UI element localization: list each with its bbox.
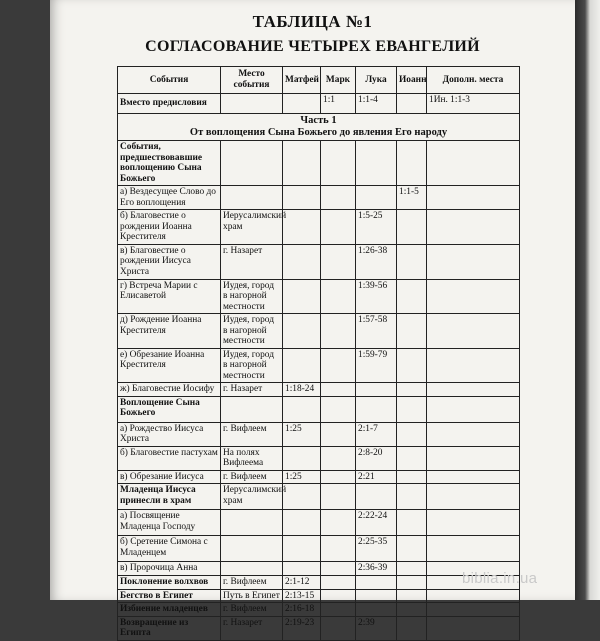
cell-mark — [321, 348, 356, 383]
cell-matthew — [283, 510, 321, 536]
cell-john — [397, 562, 427, 576]
cell-place: г. Вифлеем — [221, 470, 283, 484]
table-row — [118, 446, 520, 470]
cell-john — [397, 210, 427, 245]
cell-place: Иудея, город в нагорной местности — [221, 348, 283, 383]
book-page — [50, 0, 575, 639]
cell-extra — [427, 484, 520, 510]
cell-extra — [427, 210, 520, 245]
cell-place: Иерусалимский храм — [221, 484, 283, 510]
cell-matthew — [283, 348, 321, 383]
cell-place — [221, 562, 283, 576]
cell-mark — [321, 422, 356, 446]
watermark: biblia.in.ua — [462, 570, 538, 587]
header-luke: Лука — [356, 67, 397, 94]
cell-event: а) Рождество Иисуса Христа — [118, 422, 221, 446]
cell-mark — [321, 510, 356, 536]
cell-luke — [356, 603, 397, 617]
cell-matthew: 1:18-24 — [283, 383, 321, 397]
table-subtitle: СОГЛАСОВАНИЕ ЧЕТЫРЕХ ЕВАНГЕЛИЙ — [145, 38, 480, 55]
table-row — [118, 210, 520, 245]
cell-luke: 2:8-20 — [356, 446, 397, 470]
cell-mark — [321, 470, 356, 484]
header-mark: Марк — [321, 67, 356, 94]
cell-matthew: 2:16-18 — [283, 603, 321, 617]
cell-place — [221, 186, 283, 210]
cell-extra — [427, 314, 520, 349]
cell-luke: 1:57-58 — [356, 314, 397, 349]
book-edge — [575, 0, 600, 600]
cell-place: г. Назарет — [221, 616, 283, 640]
cell-mark — [321, 244, 356, 279]
cell-extra — [427, 244, 520, 279]
cell-john — [397, 603, 427, 617]
cell-place — [221, 396, 283, 422]
cell-matthew — [283, 562, 321, 576]
header-row — [118, 67, 520, 94]
cell-extra — [427, 396, 520, 422]
cell-matthew — [283, 186, 321, 210]
cell-mark — [321, 210, 356, 245]
part-row — [118, 114, 520, 141]
cell-extra — [427, 510, 520, 536]
cell-event: б) Благовестие о рождении Иоанна Крестителя — [118, 210, 221, 245]
cell-extra — [427, 348, 520, 383]
cell-matthew — [283, 314, 321, 349]
cell-mark — [321, 616, 356, 640]
cell-place: Иерусалимский храм — [221, 210, 283, 245]
cell-matthew — [283, 210, 321, 245]
cell-place: Иудея, город в нагорной местности — [221, 314, 283, 349]
cell-mark — [321, 141, 356, 186]
cell-luke — [356, 186, 397, 210]
cell-matthew: 1:25 — [283, 470, 321, 484]
cell-event: Воплощение Сына Божьего — [118, 396, 221, 422]
cell-event: е) Обрезание Иоанна Крестителя — [118, 348, 221, 383]
part-heading — [118, 114, 520, 141]
cell-john — [397, 422, 427, 446]
cell-luke — [356, 396, 397, 422]
cell-mark — [321, 589, 356, 603]
cell-mark — [321, 446, 356, 470]
cell-john — [397, 536, 427, 562]
cell-john — [397, 446, 427, 470]
cell-event: Избиение младенцев — [118, 603, 221, 617]
cell-extra — [427, 383, 520, 397]
cell-luke — [356, 576, 397, 590]
cell-extra — [427, 141, 520, 186]
cell-john — [397, 510, 427, 536]
header-matthew: Матфей — [283, 67, 321, 94]
cell-place: На полях Вифлеема — [221, 446, 283, 470]
cell-john: 1:1-5 — [397, 186, 427, 210]
header-events: События — [118, 67, 221, 94]
cell-matthew — [283, 279, 321, 314]
cell-event: Возвращение из Египта — [118, 616, 221, 640]
table-body — [118, 94, 520, 641]
cell-place — [221, 94, 283, 114]
cell-event: в) Благовестие о рождении Иисуса Христа — [118, 244, 221, 279]
cell-matthew — [283, 536, 321, 562]
cell-luke: 1:5-25 — [356, 210, 397, 245]
cell-event: Младенца Иисуса принесли в храм — [118, 484, 221, 510]
cell-place: г. Вифлеем — [221, 576, 283, 590]
table-row — [118, 244, 520, 279]
cell-event: Поклонение волхвов — [118, 576, 221, 590]
cell-event: б) Благовестие пастухам — [118, 446, 221, 470]
cell-place — [221, 141, 283, 186]
cell-john — [397, 576, 427, 590]
table-row — [118, 603, 520, 617]
table-title: ТАБЛИЦА №1 — [252, 12, 373, 31]
table-row — [118, 470, 520, 484]
table-row — [118, 396, 520, 422]
cell-place: Путь в Египет — [221, 589, 283, 603]
cell-place: г. Назарет — [221, 244, 283, 279]
cell-luke: 2:25-35 — [356, 536, 397, 562]
cell-luke: 1:39-56 — [356, 279, 397, 314]
cell-john — [397, 314, 427, 349]
cell-luke: 1:1-4 — [356, 94, 397, 114]
cell-event: г) Встреча Марии с Елисаветой — [118, 279, 221, 314]
cell-mark — [321, 396, 356, 422]
cell-matthew: 2:13-15 — [283, 589, 321, 603]
cell-luke: 2:1-7 — [356, 422, 397, 446]
cell-mark — [321, 279, 356, 314]
part-number: Часть 1 — [300, 115, 337, 126]
cell-extra — [427, 536, 520, 562]
cell-luke: 2:39 — [356, 616, 397, 640]
header-place: Место события — [221, 67, 283, 94]
cell-matthew: 2:1-12 — [283, 576, 321, 590]
cell-mark — [321, 314, 356, 349]
cell-extra — [427, 470, 520, 484]
table-row — [118, 422, 520, 446]
cell-john — [397, 470, 427, 484]
cell-john — [397, 348, 427, 383]
cell-event: б) Сретение Симона с Младенцем — [118, 536, 221, 562]
cell-luke: 2:22-24 — [356, 510, 397, 536]
table-row — [118, 141, 520, 186]
cell-place: г. Назарет — [221, 383, 283, 397]
cell-event: а) Вездесущее Слово до Его воплощения — [118, 186, 221, 210]
cell-matthew — [283, 244, 321, 279]
cell-matthew — [283, 94, 321, 114]
cell-mark — [321, 603, 356, 617]
cell-mark: 1:1 — [321, 94, 356, 114]
header-john: Иоанн — [397, 67, 427, 94]
table-row — [118, 348, 520, 383]
table-row — [118, 589, 520, 603]
cell-extra — [427, 616, 520, 640]
cell-event: в) Обрезание Иисуса — [118, 470, 221, 484]
cell-matthew — [283, 484, 321, 510]
cell-john — [397, 94, 427, 114]
cell-extra — [427, 603, 520, 617]
cell-mark — [321, 576, 356, 590]
table-row — [118, 484, 520, 510]
cell-extra — [427, 186, 520, 210]
cell-event: События, предшествовавшие воплощению Сына Божьего — [118, 141, 221, 186]
cell-john — [397, 141, 427, 186]
part-title: От воплощения Сына Божьего до явления Его народу — [189, 127, 448, 139]
cell-john — [397, 244, 427, 279]
cell-luke: 2:21 — [356, 470, 397, 484]
cell-john — [397, 279, 427, 314]
cell-event: а) Посвящение Младенца Господу — [118, 510, 221, 536]
cell-john — [397, 616, 427, 640]
table-row — [118, 576, 520, 590]
header-extra: Дополн. места — [427, 67, 520, 94]
table-row — [118, 562, 520, 576]
cell-extra — [427, 446, 520, 470]
cell-place: Иудея, город в нагорной местности — [221, 279, 283, 314]
cell-matthew — [283, 141, 321, 186]
table-row — [118, 314, 520, 349]
cell-luke — [356, 589, 397, 603]
cell-mark — [321, 536, 356, 562]
cell-mark — [321, 562, 356, 576]
cell-matthew: 1:25 — [283, 422, 321, 446]
table-row — [118, 186, 520, 210]
cell-extra: 1Ин. 1:1-3 — [427, 94, 520, 114]
cell-john — [397, 383, 427, 397]
cell-place — [221, 510, 283, 536]
cell-mark — [321, 484, 356, 510]
cell-luke: 1:26-38 — [356, 244, 397, 279]
cell-john — [397, 396, 427, 422]
cell-mark — [321, 383, 356, 397]
cell-john — [397, 589, 427, 603]
table-row — [118, 616, 520, 640]
table-row — [118, 510, 520, 536]
table-row — [118, 279, 520, 314]
cell-event: Вместо предисловия — [118, 94, 221, 114]
cell-event: Бегство в Египет — [118, 589, 221, 603]
cell-extra — [427, 422, 520, 446]
table-row — [118, 383, 520, 397]
cell-event: д) Рождение Иоанна Крестителя — [118, 314, 221, 349]
cell-place — [221, 536, 283, 562]
cell-extra — [427, 589, 520, 603]
cell-event: в) Пророчица Анна — [118, 562, 221, 576]
cell-matthew — [283, 396, 321, 422]
cell-place: г. Вифлеем — [221, 422, 283, 446]
cell-matthew: 2:19-23 — [283, 616, 321, 640]
cell-extra — [427, 279, 520, 314]
cell-john — [397, 484, 427, 510]
preface-row — [118, 94, 520, 114]
cell-luke — [356, 141, 397, 186]
gospel-harmony-table — [117, 66, 520, 641]
cell-luke — [356, 383, 397, 397]
cell-place: г. Вифлеем — [221, 603, 283, 617]
cell-luke: 2:36-39 — [356, 562, 397, 576]
cell-luke — [356, 484, 397, 510]
cell-luke: 1:59-79 — [356, 348, 397, 383]
cell-matthew — [283, 446, 321, 470]
cell-event: ж) Благовестие Иосифу — [118, 383, 221, 397]
cell-mark — [321, 186, 356, 210]
table-row — [118, 536, 520, 562]
